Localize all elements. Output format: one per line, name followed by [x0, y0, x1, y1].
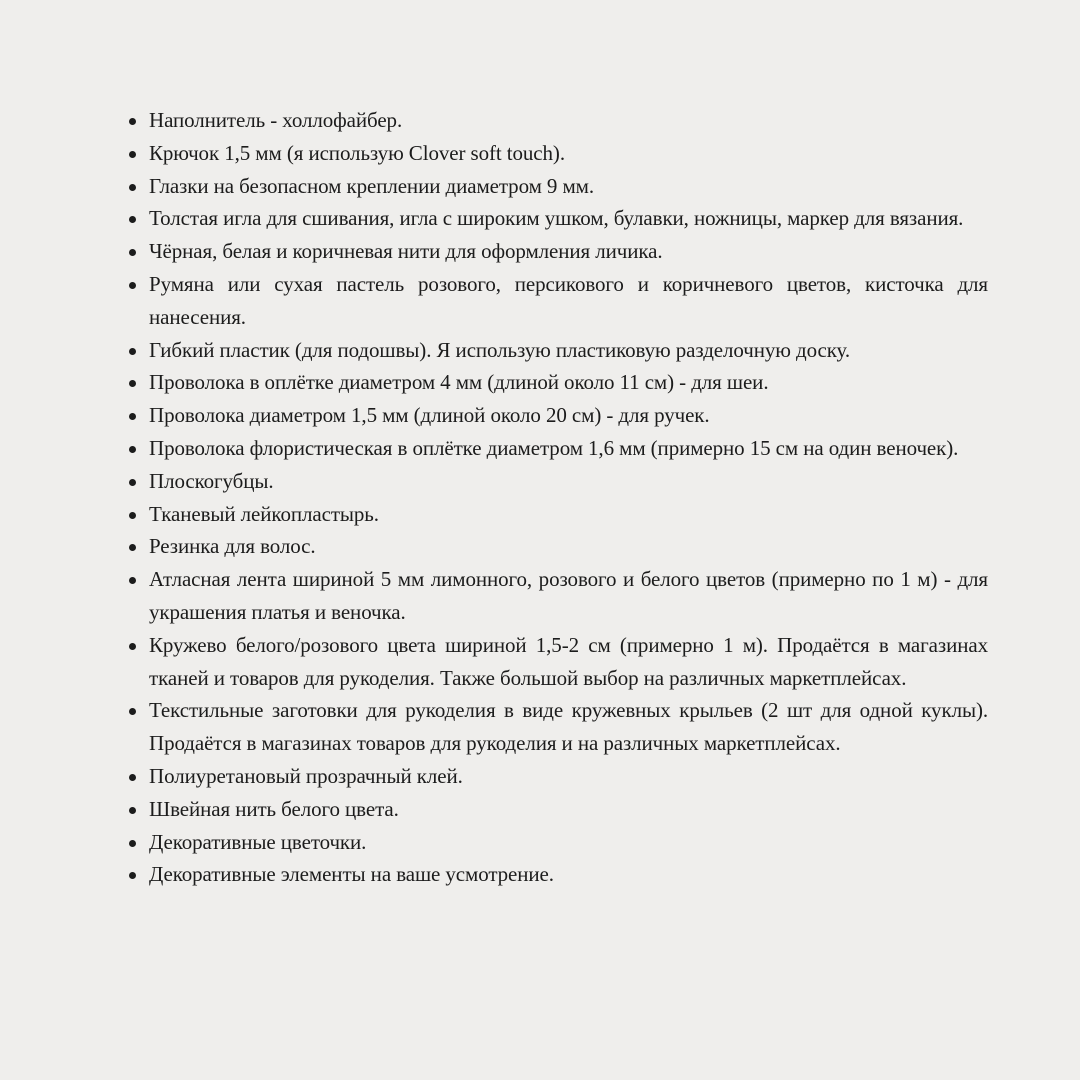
list-item-text: Полиуретановый прозрачный клей. — [149, 763, 463, 788]
list-item — [125, 432, 988, 465]
list-item-text: Толстая игла для сшивания, игла с широким ушком, булавки, ножницы, маркер для вязания. — [149, 206, 964, 231]
list-item-text: Кружево белого/розового цвета шириной 1,5-2 см (примерно 1 м). Продаётся в магазинах тканей и товаров для рукоделия. Также большой выбор на различных маркетплейсах. — [149, 632, 988, 690]
list-item-text: Проволока в оплётке диаметром 4 мм (длиной около 11 см) - для шеи. — [149, 370, 769, 395]
bullet-icon — [129, 413, 136, 420]
list-item — [125, 235, 988, 268]
list-item-text: Глазки на безопасном креплении диаметром 9 мм. — [149, 173, 595, 198]
bullet-icon — [129, 446, 136, 453]
bullet-icon — [129, 512, 136, 519]
list-item — [125, 137, 988, 170]
bullet-icon — [129, 151, 136, 158]
list-item-text: Наполнитель - холлофайбер. — [149, 108, 403, 132]
list-item — [125, 268, 988, 334]
bullet-icon — [129, 643, 136, 650]
bullet-icon — [129, 840, 136, 847]
list-item-text: Крючок 1,5 мм (я использую Clover soft touch). — [149, 140, 565, 165]
list-item — [125, 563, 988, 629]
list-item-text: Плоскогубцы. — [149, 468, 274, 493]
list-item — [125, 793, 988, 826]
materials-list — [125, 104, 988, 891]
list-item-text: Проволока флористическая в оплётке диаметром 1,6 мм (примерно 15 см на один веночек). — [149, 435, 959, 460]
list-item — [125, 104, 988, 137]
list-item — [125, 694, 988, 760]
bullet-icon — [129, 348, 136, 355]
list-item — [125, 399, 988, 432]
list-item — [125, 366, 988, 399]
list-item-text: Проволока диаметром 1,5 мм (длиной около 20 см) - для ручек. — [149, 403, 710, 428]
bullet-icon — [129, 118, 136, 125]
list-item-text: Швейная нить белого цвета. — [149, 796, 399, 821]
list-item — [125, 498, 988, 531]
list-item — [125, 826, 988, 859]
list-item-text: Атласная лента шириной 5 мм лимонного, розового и белого цветов (примерно по 1 м) - для украшения платья и веночка. — [149, 567, 988, 624]
list-item-text: Тканевый лейкопластырь. — [149, 501, 379, 526]
list-item — [125, 170, 988, 203]
list-item-text: Декоративные цветочки. — [149, 829, 367, 854]
list-item — [125, 334, 988, 367]
bullet-icon — [129, 577, 136, 584]
bullet-icon — [129, 216, 136, 223]
list-item — [125, 202, 988, 235]
bullet-icon — [129, 807, 136, 814]
list-item-text: Резинка для волос. — [149, 534, 316, 559]
list-item-text: Чёрная, белая и коричневая нити для оформления личика. — [149, 239, 663, 264]
bullet-icon — [129, 544, 136, 551]
bullet-icon — [129, 774, 136, 781]
list-item-text: Декоративные элементы на ваше усмотрение. — [149, 862, 554, 887]
list-item-text: Текстильные заготовки для рукоделия в виде кружевных крыльев (2 шт для одной куклы). Продаётся в магазинах товаров для рукоделия и на различных маркетплейсах. — [149, 698, 988, 756]
list-item — [125, 858, 988, 891]
list-item — [125, 530, 988, 563]
bullet-icon — [129, 282, 136, 289]
list-item-text: Румяна или сухая пастель розового, персикового и коричневого цветов, кисточка для нанесения. — [149, 271, 988, 329]
list-item — [125, 465, 988, 498]
list-item — [125, 760, 988, 793]
bullet-icon — [129, 708, 136, 715]
list-item — [125, 629, 988, 695]
list-item-text: Гибкий пластик (для подошвы). Я использую пластиковую разделочную доску. — [149, 337, 850, 362]
bullet-icon — [129, 479, 136, 486]
bullet-icon — [129, 380, 136, 387]
bullet-icon — [129, 184, 136, 191]
bullet-icon — [129, 872, 136, 879]
bullet-icon — [129, 249, 136, 256]
